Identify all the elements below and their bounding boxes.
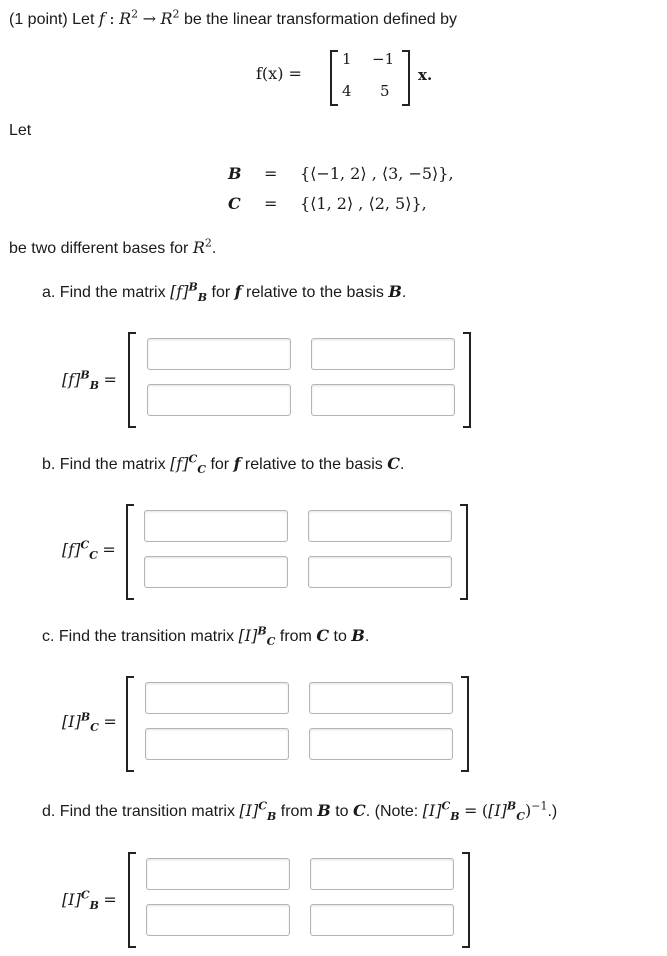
part-c-input-r1c1[interactable] [145, 682, 289, 714]
basis-b-value: {⟨−1, 2⟩ , ⟨3, −5⟩}, [300, 164, 454, 183]
definition-matrix-left-bracket [330, 50, 338, 106]
part-b-right-bracket [460, 504, 468, 600]
basis-b-name: B [228, 164, 242, 183]
part-b-lhs: $[f]^C_C$ = [62, 538, 116, 563]
part-d-input-r2c2[interactable] [310, 904, 454, 936]
part-a-lhs: $[f]^B_B$ = [62, 368, 117, 393]
part-d-right-bracket [462, 852, 470, 948]
part-c-input-r2c2[interactable] [309, 728, 453, 760]
basis-c-value: {⟨1, 2⟩ , ⟨2, 5⟩}, [300, 194, 427, 213]
part-a-input-r2c2[interactable] [311, 384, 455, 416]
basis-c-eq: = [264, 194, 278, 213]
part-d-input-r1c1[interactable] [146, 858, 290, 890]
part-a-left-bracket [128, 332, 136, 428]
part-d-question: d. Find the transition matrix $[I]^C_B$ from B to C. (Note: $[I]^C_B = ([I]^B_C)^{-1}$.) [42, 799, 558, 824]
part-b-input-r2c1[interactable] [144, 556, 288, 588]
part-b-input-r2c2[interactable] [308, 556, 452, 588]
definition-lhs: f(x) = [256, 64, 302, 83]
definition-matrix-cell: 1 [342, 50, 352, 68]
part-a-question: a. Find the matrix $[f]^B_B$ for f relative to the basis B. [42, 280, 407, 305]
part-d-input-r2c1[interactable] [146, 904, 290, 936]
part-c-input-r2c1[interactable] [145, 728, 289, 760]
part-b-left-bracket [126, 504, 134, 600]
part-c-input-r1c2[interactable] [309, 682, 453, 714]
part-d-input-r1c2[interactable] [310, 858, 454, 890]
part-b-input-r1c2[interactable] [308, 510, 452, 542]
part-d-lhs: $[I]^C_B$ = [62, 888, 117, 913]
part-c-right-bracket [461, 676, 469, 772]
bases-footer: be two different bases for $R^2$. [9, 236, 217, 257]
let-label: Let [9, 122, 32, 139]
definition-matrix-cell: −1 [372, 50, 395, 68]
basis-b-eq: = [264, 164, 278, 183]
part-c-lhs: $[I]^B_C$ = [62, 710, 117, 735]
problem-intro: (1 point) Let f : $R^2 \to R^2$ be the linear transformation defined by [9, 7, 457, 28]
definition-matrix-cell: 4 [342, 82, 352, 100]
part-b-input-r1c1[interactable] [144, 510, 288, 542]
points-label: (1 point) [9, 11, 68, 28]
part-d-left-bracket [128, 852, 136, 948]
part-c-left-bracket [126, 676, 134, 772]
definition-rhs: x. [418, 66, 433, 84]
basis-c-name: C [228, 194, 241, 213]
definition-matrix-right-bracket [402, 50, 410, 106]
part-a-input-r2c1[interactable] [147, 384, 291, 416]
part-a-right-bracket [463, 332, 471, 428]
part-a-input-r1c2[interactable] [311, 338, 455, 370]
part-a-input-r1c1[interactable] [147, 338, 291, 370]
definition-matrix-cell: 5 [380, 82, 390, 100]
part-c-question: c. Find the transition matrix $[I]^B_C$ from C to B. [42, 624, 370, 649]
part-b-question: b. Find the matrix $[f]^C_C$ for f relative to the basis C. [42, 452, 405, 477]
